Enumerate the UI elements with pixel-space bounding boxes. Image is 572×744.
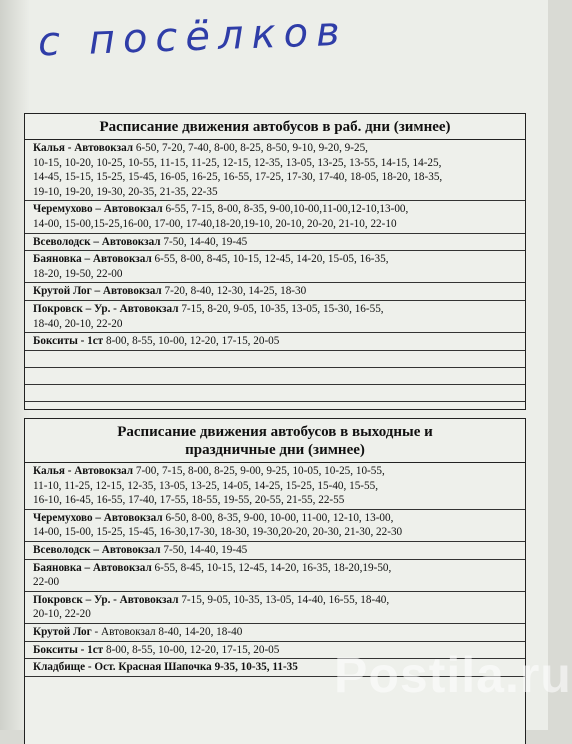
route-name: Всеволодск – Автовокзал (33, 543, 161, 556)
route-times: 8-00, 8-55, 10-00, 12-20, 17-15, 20-05 (105, 643, 280, 656)
route-name: Черемухово – Автовокзал (33, 203, 163, 216)
route-row (25, 333, 525, 351)
empty-row (25, 368, 525, 385)
route-row (25, 463, 525, 510)
route-name: Черемухово – Автовокзал (33, 511, 163, 524)
route-times: 7-20, 8-40, 12-30, 14-25, 18-30 (164, 285, 307, 298)
route-times: 18-40, 20-10, 22-20 (33, 317, 123, 330)
route-row (25, 624, 525, 642)
empty-row (25, 351, 525, 368)
route-times: 6-55, 8-00, 8-45, 10-15, 12-45, 14-20, 15-05, 16-35, (154, 253, 389, 266)
route-name: Покровск – Ур. - Автовокзал (33, 593, 179, 606)
workdays-title: Расписание движения автобусов в раб. дни (зимнее) (25, 114, 525, 140)
route-times: 20-10, 22-20 (33, 608, 91, 621)
holidays-title-line2: праздничные дни (зимнее) (185, 442, 365, 458)
route-times: 9-35, 10-35, 11-35 (214, 661, 298, 674)
route-row (25, 301, 525, 333)
route-row (25, 140, 525, 201)
holidays-title-line1: Расписание движения автобусов в выходные и (117, 424, 433, 440)
route-times: 14-00, 15-00,15-25,16-00, 17-00, 17-40,18-20,19-10, 20-10, 20-20, 21-10, 22-10 (33, 217, 397, 230)
route-times: 14-45, 15-15, 15-25, 15-45, 16-05, 16-25, 16-55, 17-25, 17-30, 17-40, 18-05, 18-20, 18-35, (33, 171, 443, 184)
route-times: 6-50, 8-00, 8-35, 9-00, 10-00, 11-00, 12-10, 13-00, (165, 511, 394, 524)
route-times: 7-15, 9-05, 10-35, 13-05, 14-40, 16-55, 18-40, (181, 593, 390, 606)
route-name: Покровск – Ур. - Автовокзал (33, 302, 179, 315)
route-name: Крутой Лог (33, 625, 92, 638)
route-row (25, 510, 525, 542)
route-times: 22-00 (33, 576, 60, 589)
route-times: 8-00, 8-55, 10-00, 12-20, 17-15, 20-05 (105, 335, 280, 348)
route-row (25, 234, 525, 252)
route-name: Кладбище - Ост. Красная Шапочка (33, 661, 212, 674)
route-name: Бокситы - 1ст (33, 335, 104, 348)
route-times: 10-15, 10-20, 10-25, 10-55, 11-15, 11-25, 12-15, 12-35, 13-05, 13-25, 13-55, 14-15, 14-25, (33, 156, 442, 169)
route-times: 16-10, 16-45, 16-55, 17-40, 17-55, 18-55, 19-55, 20-55, 21-55, 22-55 (33, 494, 345, 507)
route-name: Баяновка – Автовокзал (33, 561, 152, 574)
workdays-schedule-table (24, 113, 526, 410)
route-times: 19-10, 19-20, 19-30, 20-35, 21-35, 22-35 (33, 185, 218, 198)
route-times: 7-50, 14-40, 19-45 (163, 543, 248, 556)
route-times: 7-00, 7-15, 8-00, 8-25, 9-00, 9-25, 10-05, 10-25, 10-55, (135, 465, 385, 477)
route-times: 7-15, 8-20, 9-05, 10-35, 13-05, 15-30, 16-55, (181, 302, 384, 315)
route-times: 7-50, 14-40, 19-45 (163, 235, 248, 248)
route-row (25, 201, 525, 233)
route-name: Калья - Автовокзал (33, 142, 134, 154)
handwritten-note: с посёлков (37, 8, 349, 66)
route-row (25, 283, 525, 301)
route-name: Крутой Лог – Автовокзал (33, 285, 162, 298)
route-name: Баяновка – Автовокзал (33, 253, 152, 266)
route-row (25, 560, 525, 592)
route-row (25, 592, 525, 624)
route-name: Калья - Автовокзал (33, 465, 134, 477)
route-row (25, 251, 525, 283)
route-times: 6-55, 7-15, 8-00, 8-35, 9-00,10-00,11-00,12-10,13-00, (165, 203, 409, 216)
watermark-logo: Postila.ru (334, 647, 572, 703)
route-times: 18-20, 19-50, 22-00 (33, 267, 123, 280)
route-times: - Автовокзал 8-40, 14-20, 18-40 (94, 625, 243, 638)
route-times: 6-55, 8-45, 10-15, 12-45, 14-20, 16-35, 18-20,19-50, (154, 561, 392, 574)
route-times: 14-00, 15-00, 15-25, 15-45, 16-30,17-30, 18-30, 19-30,20-20, 20-30, 21-30, 22-30 (33, 526, 403, 539)
route-times: 6-50, 7-20, 7-40, 8-00, 8-25, 8-50, 9-10, 9-20, 9-25, (135, 142, 368, 154)
holidays-title (25, 419, 525, 463)
empty-row (25, 385, 525, 402)
route-name: Бокситы - 1ст (33, 643, 104, 656)
route-name: Всеволодск – Автовокзал (33, 235, 161, 248)
route-times: 11-10, 11-25, 12-15, 12-35, 13-05, 13-25, 14-05, 14-25, 15-25, 15-40, 15-55, (33, 479, 379, 492)
route-row (25, 542, 525, 560)
